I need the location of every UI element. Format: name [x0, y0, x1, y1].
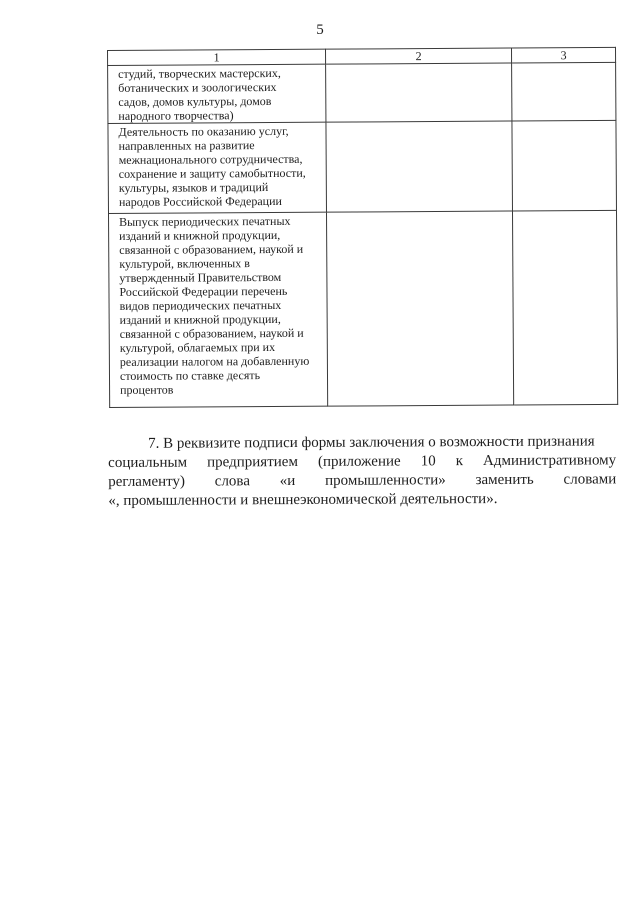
page-number: 5 [316, 22, 324, 38]
table-cell-col3 [512, 120, 617, 211]
cell-text-line: изданий и книжной продукции, [119, 311, 281, 327]
column-header-1: 1 [108, 49, 326, 65]
table-cell-col2 [326, 121, 513, 212]
cell-text-line: Российской Федерации перечень [119, 283, 288, 299]
cell-text-line: народного творчества) [118, 108, 234, 123]
table-cell-col3 [512, 62, 616, 121]
cell-text-line: садов, домов культуры, домов [118, 93, 272, 109]
cell-text-line: народов Российской Федерации [118, 193, 282, 209]
cell-text-line: культуры, языков и традиций [118, 180, 269, 195]
cell-text-line: ботанических и зоологических [118, 79, 277, 95]
table-row [108, 210, 617, 407]
table-row [108, 120, 617, 213]
cell-text-line: межнационального сотрудничества, [118, 151, 303, 167]
document-table [107, 47, 618, 408]
cell-text-line: студий, творческих мастерских, [118, 65, 281, 81]
cell-text-line: утвержденный Правительством [119, 269, 282, 285]
activity-description-cell [108, 64, 326, 123]
cell-text-line: изданий и книжной продукции, [119, 227, 281, 243]
cell-text-line: сохранение и защиту самобытности, [118, 165, 306, 181]
cell-text-line: связанной с образованием, наукой и [119, 241, 304, 257]
cell-text-line: Выпуск периодических печатных [119, 213, 291, 229]
cell-text-line: направленных на развитие [118, 138, 255, 153]
cell-text-line: культурой, облагаемых при их [119, 339, 276, 355]
table-row [108, 62, 616, 123]
cell-text-line: стоимость по ставке десять [119, 368, 261, 383]
activity-description-cell [108, 212, 327, 407]
paragraph-line: «, промышленности и внешнеэкономической деятельности». [108, 490, 498, 509]
cell-text-line: Деятельность по оказанию услуг, [118, 123, 289, 139]
paragraph-line: 7. В реквизите подписи формы заключения о возможности признания [148, 433, 595, 452]
table-cell-col2 [326, 211, 513, 406]
paragraph-line: регламенту) слова «и промышленности» заменить словами [108, 471, 617, 490]
cell-text-line: процентов [120, 382, 174, 397]
column-header-2: 2 [325, 48, 511, 64]
table-cell-col3 [512, 210, 617, 405]
table-cell-col2 [326, 63, 512, 122]
cell-text-line: культурой, включенных в [119, 256, 250, 271]
activity-description-cell [108, 122, 327, 213]
amendment-paragraph [108, 432, 616, 511]
cell-text-line: видов периодических печатных [119, 297, 282, 313]
cell-text-line: связанной с образованием, наукой и [119, 325, 304, 341]
cell-text-line: реализации налогом на добавленную [119, 353, 310, 369]
paragraph-line: социальным предприятием (приложение 10 к Административному [108, 452, 617, 471]
column-header-3: 3 [511, 47, 615, 63]
